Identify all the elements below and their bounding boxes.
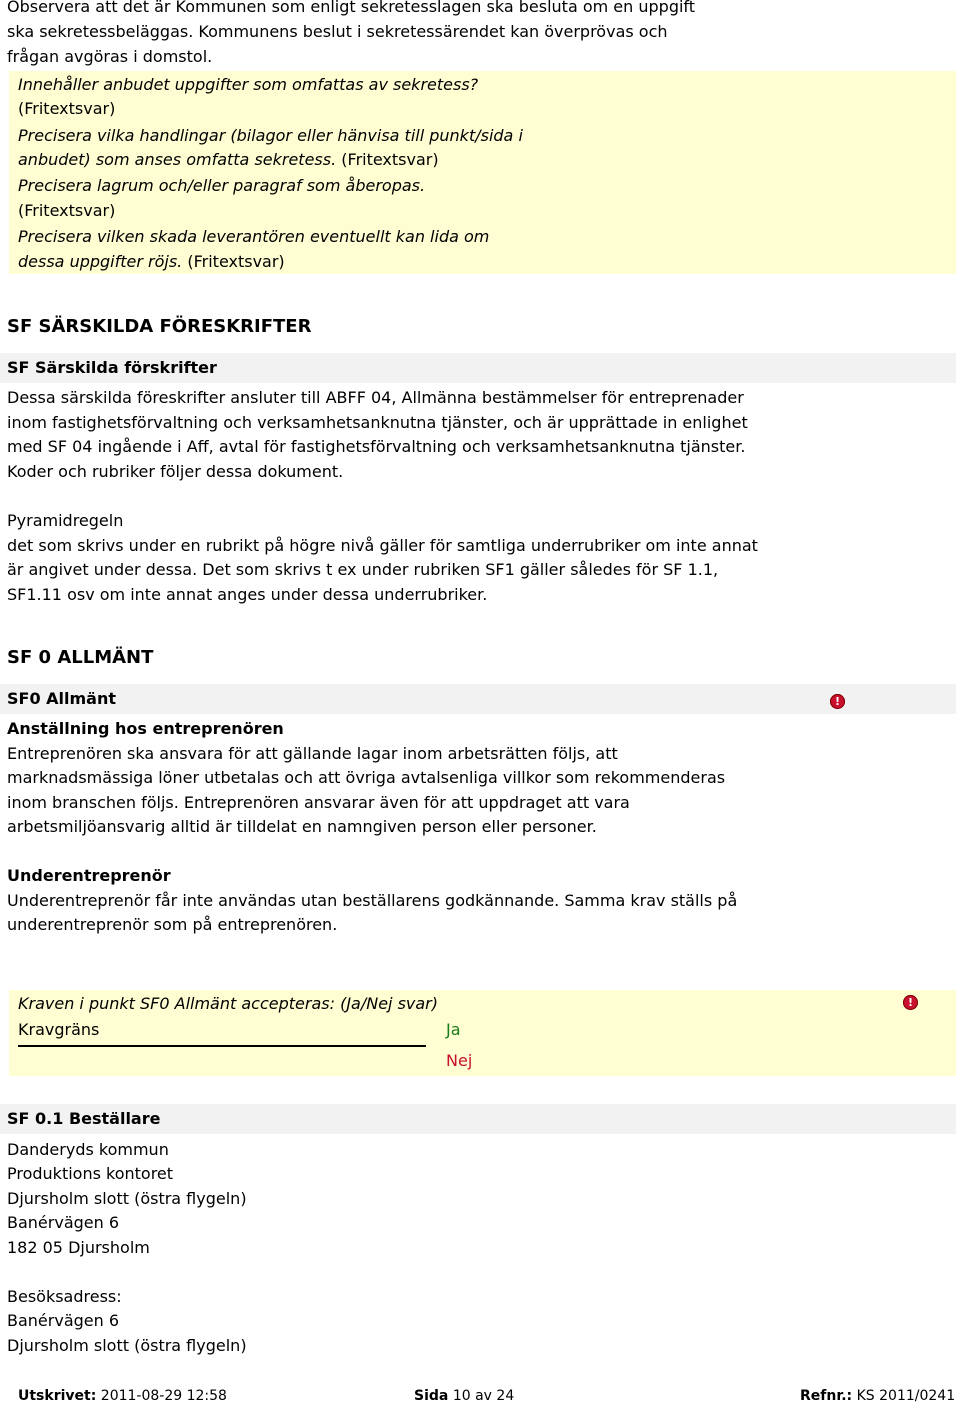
address-line: Djursholm slott (östra flygeln) bbox=[7, 1336, 247, 1355]
section-heading-sf: SF SÄRSKILDA FÖRESKRIFTER bbox=[7, 316, 312, 337]
subsection-title: SF0 Allmänt bbox=[7, 689, 117, 708]
paragraph-line: Dessa särskilda föreskrifter ansluter till ABFF 04, Allmänna bestämmelser för entreprenader bbox=[7, 388, 744, 407]
free-text-answer[interactable]: (Fritextsvar) bbox=[341, 150, 439, 169]
subsection-title: SF 0.1 Beställare bbox=[7, 1109, 161, 1128]
footer-printed bbox=[18, 1388, 227, 1404]
paragraph-line: arbetsmiljöansvarig alltid är tilldelat en namngiven person eller personer. bbox=[7, 817, 597, 836]
address-line: Banérvägen 6 bbox=[7, 1213, 120, 1232]
paragraph-line: med SF 04 ingående i Aff, avtal för fastighetsförvaltning och verksamhetsanknutna tjänster. bbox=[7, 437, 746, 456]
answer-no-option[interactable]: Nej bbox=[446, 1051, 473, 1070]
subcontractor-title: Underentreprenör bbox=[7, 866, 171, 885]
legal-basis-question: Precisera lagrum och/eller paragraf som åberopas. bbox=[18, 176, 426, 195]
address-line: Produktions kontoret bbox=[7, 1164, 174, 1183]
damage-question: Precisera vilken skada leverantören eventuellt kan lida om bbox=[18, 227, 490, 246]
address-line: Djursholm slott (östra flygeln) bbox=[7, 1189, 247, 1208]
paragraph-line: inom fastighetsförvaltning och verksamhetsanknutna tjänster, och är upprättade in enlighet bbox=[7, 413, 748, 432]
footer-reference bbox=[800, 1388, 955, 1404]
paragraph-line: Koder och rubriker följer dessa dokument. bbox=[7, 462, 344, 481]
intro-line: Observera att det är Kommunen som enligt sekretesslagen ska besluta om en uppgift bbox=[7, 0, 696, 16]
answer-yes-option[interactable]: Ja bbox=[446, 1020, 461, 1039]
printed-label: Utskrivet: bbox=[18, 1388, 97, 1404]
pyramid-rule-title: Pyramidregeln bbox=[7, 511, 124, 530]
answer-underline bbox=[18, 1045, 426, 1047]
requirement-label: Kravgräns bbox=[18, 1020, 100, 1039]
address-line: Danderyds kommun bbox=[7, 1140, 169, 1159]
paragraph-line: SF1.11 osv om inte annat anges under dessa underrubriker. bbox=[7, 585, 488, 604]
paragraph-line: Entreprenören ska ansvara för att gällande lagar inom arbetsrätten följs, att bbox=[7, 744, 618, 763]
ref-value: KS 2011/0241 bbox=[856, 1388, 956, 1404]
address-line: 182 05 Djursholm bbox=[7, 1238, 150, 1257]
ref-label: Refnr.: bbox=[800, 1388, 853, 1404]
page-label: Sida bbox=[414, 1388, 449, 1404]
subsection-title: SF Särskilda förskrifter bbox=[7, 358, 217, 377]
visit-address-label: Besöksadress: bbox=[7, 1287, 122, 1306]
secrecy-documents-question-cont: anbudet) som anses omfatta sekretess. (Fritextsvar) bbox=[18, 150, 439, 169]
warning-icon: ! bbox=[830, 694, 845, 709]
intro-line: frågan avgöras i domstol. bbox=[7, 47, 213, 66]
damage-question-cont: dessa uppgifter röjs. (Fritextsvar) bbox=[18, 252, 285, 271]
footer-page bbox=[414, 1388, 514, 1404]
paragraph-line: inom branschen följs. Entreprenören ansvarar även för att uppdraget att vara bbox=[7, 793, 630, 812]
paragraph-line: Underentreprenör får inte användas utan beställarens godkännande. Samma krav ställs på bbox=[7, 891, 738, 910]
paragraph-line: underentreprenör som på entreprenören. bbox=[7, 915, 338, 934]
paragraph-line: marknadsmässiga löner utbetalas och att övriga avtalsenliga villkor som rekommenderas bbox=[7, 768, 726, 787]
warning-icon: ! bbox=[903, 995, 918, 1010]
page-of: av bbox=[475, 1388, 492, 1404]
intro-line: ska sekretessbeläggas. Kommunens beslut i sekretessärendet kan överprövas och bbox=[7, 22, 668, 41]
page-number: 10 bbox=[452, 1388, 471, 1404]
paragraph-line: är angivet under dessa. Det som skrivs t ex under rubriken SF1 gäller således för SF 1.1, bbox=[7, 560, 719, 579]
address-line: Banérvägen 6 bbox=[7, 1311, 120, 1330]
secrecy-documents-question: Precisera vilka handlingar (bilagor eller hänvisa till punkt/sida i bbox=[18, 126, 523, 145]
paragraph-line: det som skrivs under en rubrikt på högre nivå gäller för samtliga underrubriker om inte annat bbox=[7, 536, 758, 555]
free-text-answer[interactable]: (Fritextsvar) bbox=[18, 201, 116, 220]
acceptance-question: Kraven i punkt SF0 Allmänt accepteras: (Ja/Nej svar) bbox=[18, 994, 438, 1013]
section-heading-sf0: SF 0 ALLMÄNT bbox=[7, 647, 154, 668]
page-total: 24 bbox=[496, 1388, 515, 1404]
employment-title: Anställning hos entreprenören bbox=[7, 719, 284, 738]
free-text-answer[interactable]: (Fritextsvar) bbox=[187, 252, 285, 271]
free-text-answer[interactable]: (Fritextsvar) bbox=[18, 99, 116, 118]
printed-value: 2011-08-29 12:58 bbox=[100, 1388, 227, 1404]
subsection-bar bbox=[0, 684, 956, 714]
secrecy-question: Innehåller anbudet uppgifter som omfattas av sekretess? bbox=[18, 75, 479, 94]
